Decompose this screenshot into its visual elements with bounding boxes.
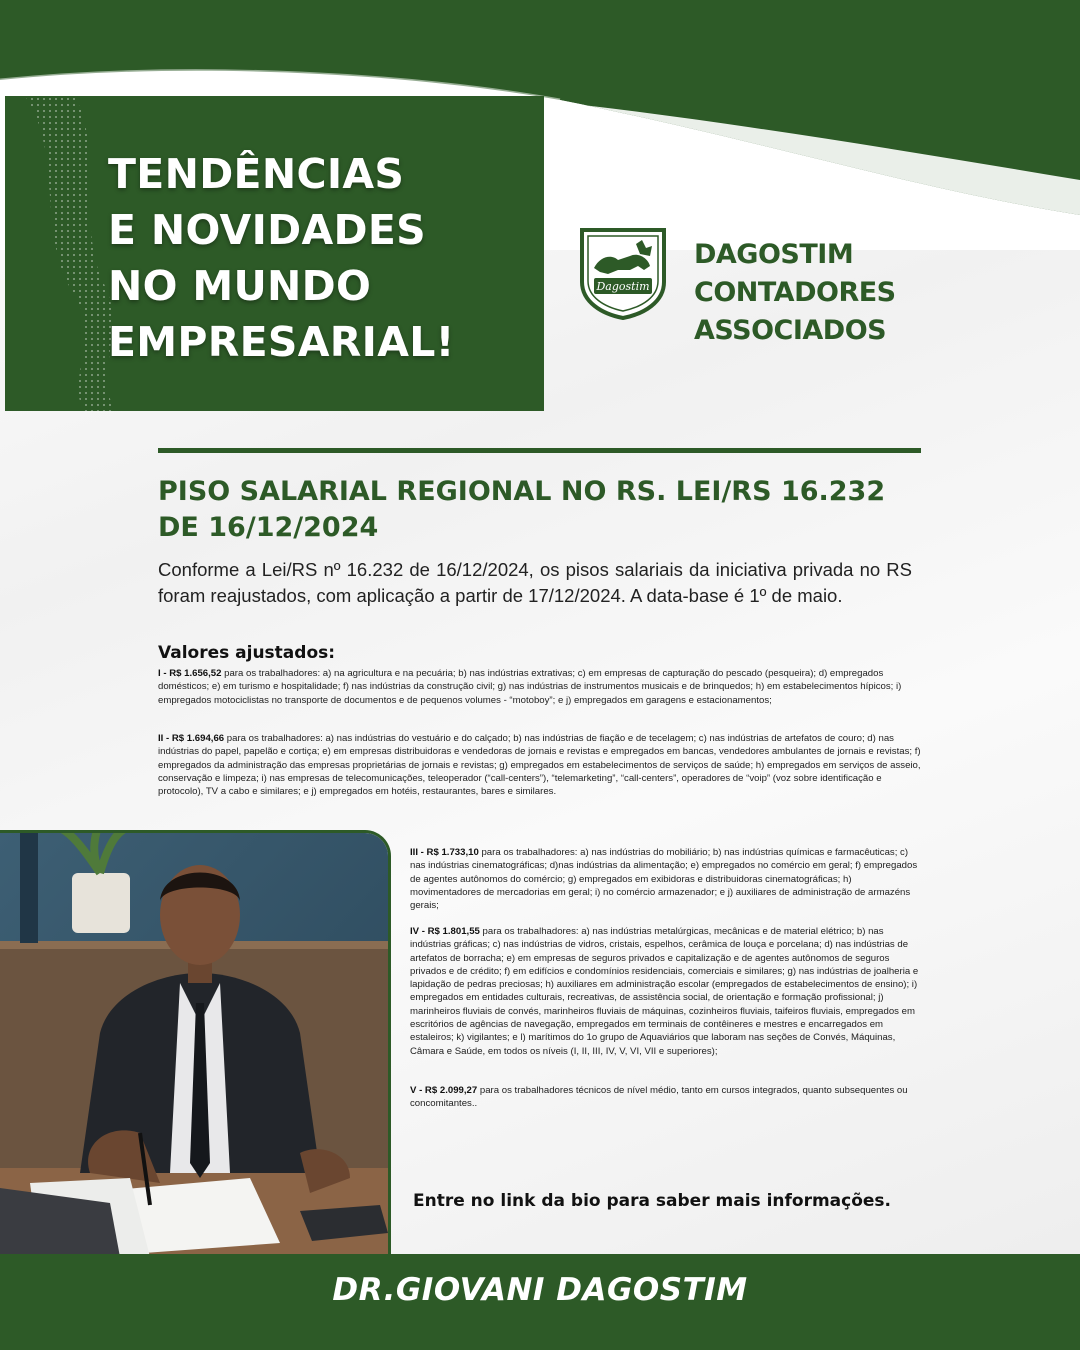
section-divider	[158, 448, 921, 453]
salary-range-label: I - R$ 1.656,52	[158, 668, 222, 679]
footer-name: DR.GIOVANI DAGOSTIM	[332, 1272, 748, 1308]
brand-name-line: ASSOCIADOS	[694, 315, 887, 346]
brand-name	[694, 236, 1034, 350]
hero-title-line: TENDÊNCIAS	[108, 150, 405, 198]
businessman-at-desk-icon	[0, 833, 388, 1257]
hero-title-line: NO MUNDO	[108, 262, 372, 310]
salary-range-5	[410, 1084, 922, 1111]
salary-range-1	[158, 667, 922, 707]
bio-link-cta: Entre no link da bio para saber mais informações.	[413, 1191, 892, 1211]
dagostim-logo-icon	[578, 226, 668, 320]
logo-wordmark: Dagostim	[596, 280, 650, 293]
salary-range-3	[410, 846, 922, 912]
salary-range-text: para os trabalhadores: a) nas indústrias do vestuário e do calçado; b) nas indústrias de fiação e de tecelagem; c) nas indústrias de artefatos de couro; d) nas indústrias do papel, papelão e cortiça; e) em empresas distribuidoras e vendedoras de jornais e revistas e empregados em bancas, vendedores ambulantes de jornais e revistas; f) empregados da administração das empresas proprietárias de jornais e revistas; g) empregados em estabelecimentos de serviços de saúde; h) empregados em serviços de asseio, conservação e limpeza; i) nas empresas de telecomunicações, teleoperador (“call-centers”), “telemarketing”, “call-centers”, operadores de “voip” (voz sobre identificação e protocolo), TV a cabo e similares; e j) empregados em hotéis, restaurantes, bares e similares.	[158, 733, 921, 798]
salary-range-2	[158, 732, 922, 798]
salary-range-text: para os trabalhadores: a) nas indústrias metalúrgicas, mecânicas e de material elétrico; b) nas indústrias gráficas; c) nas indústrias de vidros, cristais, espelhos, cerâmica de louça e porcelana; d) nas indústrias de artefatos de borracha; e) em empresas de seguros privados e capitalização e de agentes autônomos de seguros privados e de crédito; f) em edifícios e condomínios residenciais, comerciais e similares; g) nas indústrias de joalheria e lapidação de pedras preciosas; h) auxiliares em administração escolar (empregados de estabelecimentos de ensino); i) empregados em entidades culturais, recreativas, de assistência social, de orientação e formação profissional; j) marinheiros fluviais de convés, marinheiros fluviais de máquinas, cozinheiros fluviais, taifeiros fluviais, empregados em escritórios de agências de navegação, empregados em terminais de contêineres e mestres e encarregados em estaleiros; k) vigilantes; e l) marítimos do 1o grupo de Aquaviários que laboram nas seções de Convés, Máquinas, Câmara e Saúde, em todos os níveis (I, II, III, IV, V, VI, VII e superiores);	[410, 926, 919, 1057]
salary-range-label: IV - R$ 1.801,55	[410, 926, 480, 937]
brand-name-line: DAGOSTIM CONTADORES	[694, 239, 896, 308]
salary-range-label: III - R$ 1.733,10	[410, 847, 479, 858]
hero-title	[108, 146, 528, 370]
article-title: PISO SALARIAL REGIONAL NO RS. LEI/RS 16.232 DE 16/12/2024	[158, 476, 886, 543]
salary-range-text: para os trabalhadores: a) na agricultura e na pecuária; b) nas indústrias extrativas; c) em empresas de capturação do pescado (pesqueira); d) empregados domésticos; e) em turismo e hospitalidade; f) nas indústrias da construção civil; g) nas indústrias de instrumentos musicais e de brinquedos; h) em estabelecimentos hípicos; i) empregados motociclistas no transporte de documentos e de pequenos volumes - “motoboy”; e j) empregados em garagens e estacionamentos;	[158, 668, 902, 706]
salary-range-4	[410, 925, 922, 1058]
hero-title-line: EMPRESARIAL!	[108, 318, 455, 366]
salary-range-label: II - R$ 1.694,66	[158, 733, 225, 744]
businessman-photo	[0, 830, 391, 1257]
salary-range-label: V - R$ 2.099,27	[410, 1085, 478, 1096]
salary-range-text: para os trabalhadores técnicos de nível médio, tanto em cursos integrados, quanto subsequentes ou concomitantes..	[410, 1085, 908, 1110]
hero-title-line: E NOVIDADES	[108, 206, 426, 254]
salary-range-text: para os trabalhadores: a) nas indústrias do mobiliário; b) nas indústrias químicas e farmacêuticas; c) nas indústrias cinematográficas; d)nas indústrias da alimentação; e) empregados no comércio em geral; f) empregados de agentes autônomos do comércio; g) empregados em exibidoras e distribuidoras cinematográficas; h) movimentadores de mercadorias em geral; i) no comércio armazenador; e j) auxiliares de administração de armazéns gerais;	[410, 847, 918, 912]
article-intro: Conforme a Lei/RS nº 16.232 de 16/12/2024, os pisos salariais da iniciativa privada no RS foram reajustados, com aplicação a partir de 17/12/2024. A data-base é 1º de maio.	[158, 559, 912, 606]
values-heading: Valores ajustados:	[158, 643, 336, 663]
